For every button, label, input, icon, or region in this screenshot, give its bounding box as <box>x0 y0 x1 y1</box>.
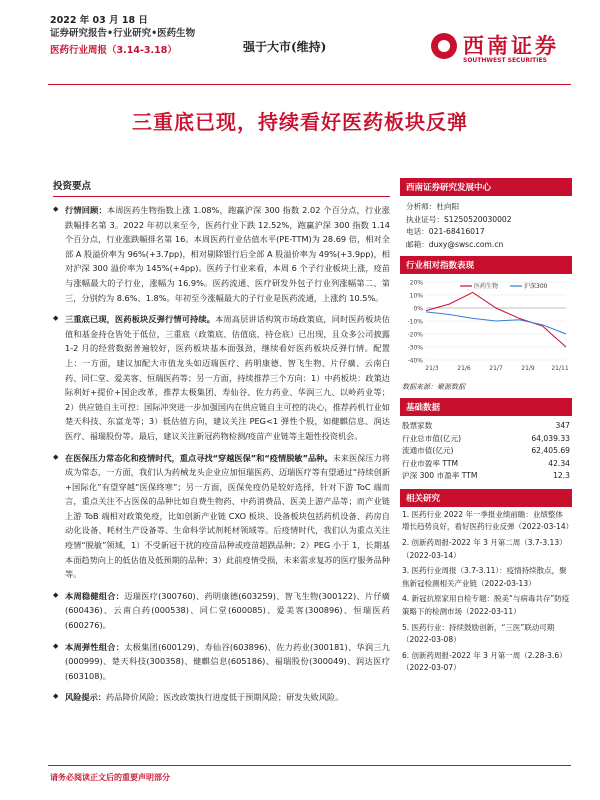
industry-rating: 强于大市(维持) <box>243 40 327 54</box>
related-research-item[interactable]: 4. 新冠抗原家用自检专题：脱美“与病毒共存”防疫策略下的检测市场（2022-03-11） <box>402 594 570 617</box>
related-research-list <box>400 507 572 675</box>
paragraph-triple-bottom <box>53 312 390 443</box>
related-research-item[interactable]: 1. 医药行业 2022 年一季报业绩前瞻：业绩整体增长趋势良好，看好医药行业反弹（2022-03-14） <box>402 509 574 532</box>
analyst-name: 分析师：杜向阳 <box>406 202 460 211</box>
chart-svg <box>400 274 572 380</box>
chart-ytick-label: 10% <box>409 292 423 300</box>
related-research-item[interactable]: 5. 医药行业：持续鼓励创新，“三医”联动可期（2022-03-08） <box>402 622 555 645</box>
header-divider <box>48 84 571 85</box>
logo-mark-icon <box>431 33 457 59</box>
basic-data-row: 沪深 300 市盈率 TTM 12.3 <box>402 471 570 481</box>
section-heading: 投资要点 <box>53 178 390 197</box>
sidebar <box>400 178 572 678</box>
chart-legend-label: 沪深300 <box>524 283 548 291</box>
paragraph-text: 未来医保压力将成为常态，一方面，我们认为药械龙头企业应加恒瑞医药、迈瑞医疗等有望通过“持续创新+国际化”有望穿越“医保终寒”；另一方面，医保免疫仍是较好选择，针对下游 ToC 端而言，重点关注不占医保的品种比如自费生物药、中药消费品、医美上游产品等；而产业链上游 ToB 端相对政策免疫，比如创新产业链 CXO 板块、设备板块包括药机设备、药房自动化设备、耗材生产设备等、生命科学试剂耗材领域等。后疫情时代，我们认为重点关注疫情“脱敏”领域，1）不受新冠干扰的疫苗品种或疫苗超跌品种；2）PEG 小于 1，长期基本面趋势向上的低估值及低预期的品种；3）此前疫情受损，未来需求复苏的医疗服务品种等。 <box>65 452 390 580</box>
basic-data-row: 流通市值(亿元) 62,405.69 <box>402 446 570 456</box>
paragraph-stable-portfolio <box>53 589 390 633</box>
related-research-item[interactable]: 2. 创新药周报-2022 年 3 月第二周（3.7-3.13）（2022-03-14） <box>402 538 567 560</box>
related-research-heading: 相关研究 <box>400 489 572 507</box>
paragraph-label: 在医保压力常态化和疫情时代，重点寻找“穿越医保”和“疫情脱敏”品种。 <box>65 452 333 463</box>
chart-ytick-label: -10% <box>407 318 423 326</box>
basic-data-row: 股票家数 347 <box>402 421 570 431</box>
paragraph-label: 风险提示： <box>65 692 106 703</box>
paragraph-label: 行情回顾： <box>65 205 107 215</box>
chart-xtick-label: 21/9 <box>521 365 535 373</box>
chart-xtick-label: 21/6 <box>457 365 471 373</box>
paragraph-label: 本周稳健组合： <box>65 590 125 601</box>
investment-points <box>53 178 390 712</box>
chart-ytick-label: -40% <box>407 357 423 365</box>
footer-divider <box>48 765 571 766</box>
paragraph-label: 三重底已现，医药板块反弹行情可持续。 <box>65 314 216 325</box>
chart-ytick-label: -20% <box>407 331 423 339</box>
basic-data-table <box>400 416 572 489</box>
chart-series-line <box>426 293 566 348</box>
company-logo <box>431 30 571 70</box>
analyst-phone: 电话：021-68416017 <box>406 227 485 237</box>
related-research-item[interactable]: 6. 创新药周报-2022 年 3 月第一周（2.28-3.6）（2022-03-07） <box>402 650 567 673</box>
paragraph-label: 本周弹性组合： <box>65 641 125 652</box>
chart-xtick-label: 21/11 <box>551 365 569 373</box>
paragraph-elastic-portfolio <box>53 640 390 684</box>
bullet-icon: ◆ <box>53 205 59 213</box>
paragraph-medical-insurance <box>53 451 390 582</box>
chart-legend-label: 医药生物 <box>474 283 499 291</box>
index-heading: 行业相对指数表现 <box>400 256 572 274</box>
basic-data-row: 行业市盈率 TTM 42.34 <box>402 458 570 468</box>
chart-xtick-label: 21/7 <box>489 365 503 373</box>
chart-ytick-label: 20% <box>409 279 423 287</box>
logo-text-en: SOUTHWEST SECURITIES <box>463 57 547 64</box>
paragraph-text: 本周高层讲话构筑市场政策底，同时医药板块估值和基金持仓皆处于低位，三重底（政策底、估值底、持仓底）已出现，且众多公司披露 1-2 月的经营数据普遍较好，医药板块基本面强劲，继续看好医药板块反弹行情。配置上：一方面，建议加配大市值龙头如迈瑞医疗、药明康德、智飞生物、片仔癀、云南白药、同仁堂、爱美客、恒瑞医药等；另一方面，持续推荐三个方向：1）中药板块：政策边际利好+提价+国企改革，推荐太极集团、寿仙谷、佐力药业、华润三九、以岭药业等；2）供应链自主可控：国际冲突进一步加强国内在供应链自主可控的决心，推荐药机行业如楚天科技、东富龙等；3）低估值方向，建议关注 PEG<1 弹性个股，如健麒信息、润达医疗、福瑞股份等。最后，建议关注新冠药物检测/疫苗产业链等主题性投资机会。 <box>65 314 390 441</box>
chart-xtick-label: 21/3 <box>425 365 439 373</box>
team-heading: 西南证券研究发展中心 <box>400 178 572 196</box>
chart-source: 数据来源：聚源数据 <box>402 383 465 392</box>
report-title: 三重底已现，持续看好医药板块反弹 <box>132 110 468 134</box>
paragraph-market-review <box>53 203 390 305</box>
report-weekly-title: 医药行业周报（3.14-3.18） <box>50 45 177 56</box>
paragraph-text: 本周医药生物指数上涨 1.08%，跑赢沪深 300 指数 2.02 个百分点，行业涨跌幅排名第 3。2022 年初以来至今，医药行业下跌 12.52%，跑赢沪深 300 指数 1.14 个百分点，行业涨跌幅排名第 16。本周医药行业估值水平(PE-TTM)为 28.69 倍，相对全部 A 股溢价率为 96%(+3.7pp)，相对剔除银行后全部 A 股溢价率为 49%(+3.9pp)，相对沪深 300 溢价率为 145%(+4pp)。医药子行业来看，本周 6 个子行业板块上涨，疫苗与涨幅最大的子行业，涨幅为 16.9%。医药流通、医疗研发外包子行业列涨幅第二、第三，分别约为 8.6%、1.8%。年初至今涨幅最大的子行业是医药流通，上涨约 10.5%。 <box>65 205 390 303</box>
analyst-email[interactable]: 邮箱：duxy@swsc.com.cn <box>406 239 504 249</box>
logo-text-cn: 西南证券 <box>463 33 559 58</box>
analyst-license: 执业证号：S1250520030002 <box>406 214 512 224</box>
relative-index-chart <box>400 274 572 380</box>
paragraph-text: 迈瑞医疗(300760)、药明康德(603259)、智飞生物(300122)、片仔癀(600436)、云南白药(000538)、同仁堂(600085)、爱美客(300896)、恒瑞医药(600276)。 <box>65 590 390 631</box>
paragraph-risk <box>53 690 390 705</box>
chart-ytick-label: 0% <box>413 305 423 313</box>
report-header-meta <box>50 14 195 57</box>
basic-data-row: 行业总市值(亿元) 64,039.33 <box>402 433 570 443</box>
footer-disclaimer: 请务必阅读正文后的重要声明部分 <box>50 773 170 782</box>
paragraph-text: 药品降价风险；医改政策执行进度低于预期风险；研发失败风险。 <box>105 692 344 703</box>
report-category: 证券研究报告•行业研究•医药生物 <box>50 28 196 39</box>
basic-data-heading: 基础数据 <box>400 398 572 416</box>
chart-series-line <box>426 312 566 334</box>
paragraph-text: 太极集团(600129)、寿仙谷(603896)、佐力药业(300181)、华润三九(000999)、楚天科技(300358)、健麒信息(605186)、福瑞股份(300049)、润达医疗(603108)。 <box>65 641 390 681</box>
bullet-icon: ◆ <box>53 452 59 461</box>
analyst-info <box>400 196 572 256</box>
bullet-icon: ◆ <box>53 590 59 599</box>
related-research-item[interactable]: 3. 医药行业周报（3.7-3.11）：疫情持续散点，聚焦新冠检测相关产业链（2022-03-13） <box>402 566 567 588</box>
bullet-icon: ◆ <box>53 314 59 323</box>
bullet-icon: ◆ <box>53 641 59 650</box>
chart-ytick-label: -30% <box>407 344 423 352</box>
report-date: 2022 年 03 月 18 日 <box>50 15 148 26</box>
bullet-icon: ◆ <box>53 692 59 701</box>
